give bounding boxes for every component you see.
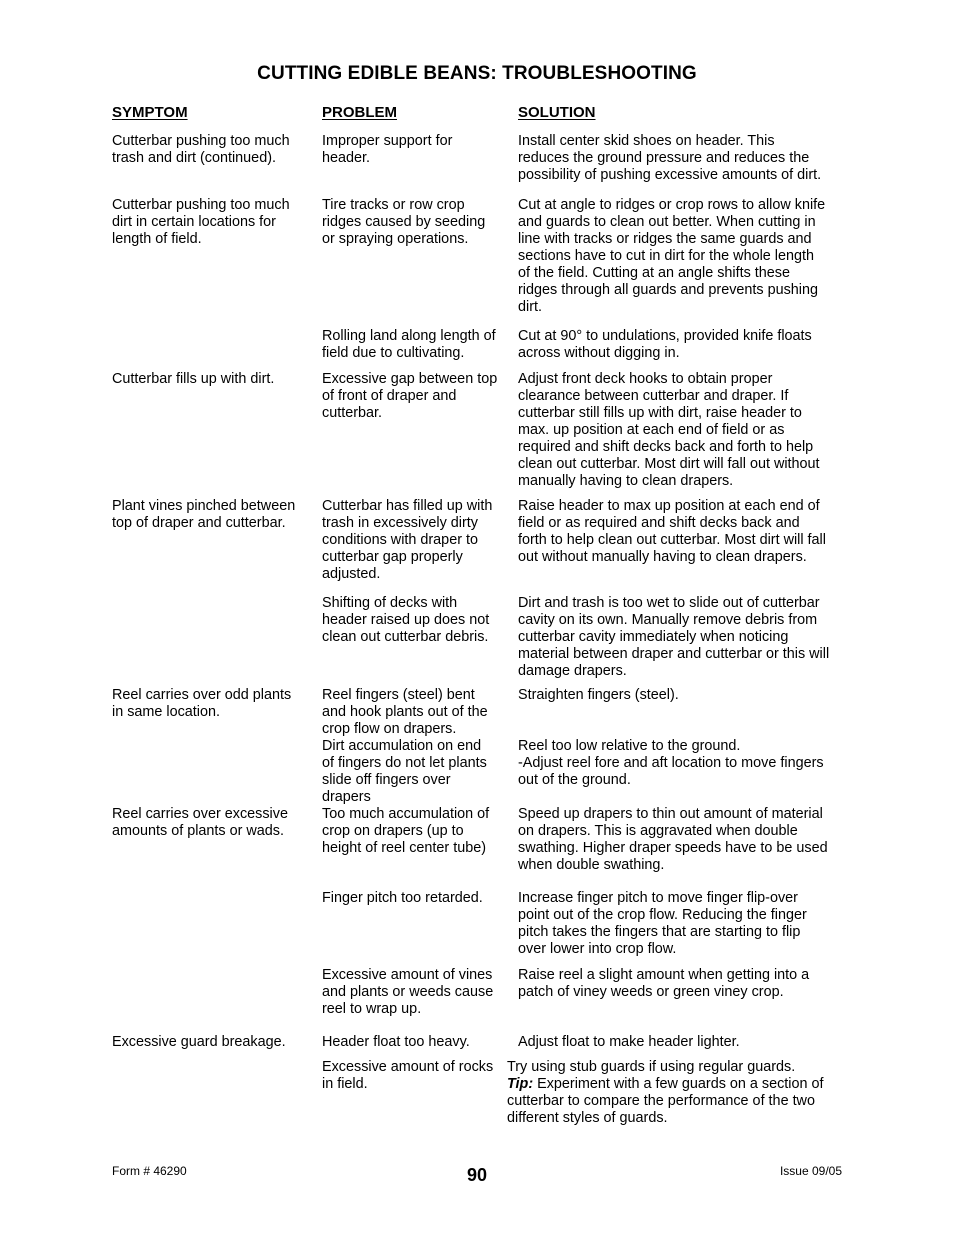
- problem-cell: Tire tracks or row crop ridges caused by seeding or spraying operations.: [322, 197, 486, 247]
- problem-cell: Finger pitch too retarded.: [322, 890, 483, 906]
- solution-cell: Cut at 90° to undulations, provided knife floats across without digging in.: [518, 328, 812, 361]
- problem-cell: Improper support for header.: [322, 133, 453, 166]
- solution-cell: Increase finger pitch to move finger flip-over point out of the crop flow. Reducing the finger pitch takes the fingers that are starting to flip over lower into crop flow.: [518, 890, 807, 957]
- solution-cell: Straighten fingers (steel).: [518, 687, 679, 703]
- problem-cell: Excessive amount of vines and plants or weeds cause reel to wrap up.: [322, 967, 494, 1017]
- solution-cell: Install center skid shoes on header. This reduces the ground pressure and reduces the possibility of pushing excessive amounts of dirt.: [518, 133, 822, 183]
- solution-cell: Cut at angle to ridges or crop rows to allow knife and guards to clean out better. When cutting in line with tracks or ridges the same guards and sections have to cut in dirt for the whole length of the field. Cutting at an angle shifts these ridges through all guards and prevents pushing dirt.: [518, 197, 826, 315]
- symptom-cell: Cutterbar fills up with dirt.: [112, 371, 275, 387]
- solution-cell: Raise reel a slight amount when getting into a patch of viney weeds or green viney crop.: [518, 967, 810, 1000]
- header-symptom: SYMPTOM: [112, 104, 188, 121]
- symptom-cell: Cutterbar pushing too much dirt in certain locations for length of field.: [112, 197, 290, 247]
- solution-cell: Raise header to max up position at each end of field or as required and shift decks back and forth to help clean out cutterbar. Most dirt will fall out without manually having to clean drapers.: [518, 498, 826, 565]
- problem-cell: Cutterbar has filled up with trash in excessively dirty conditions with draper to cutterbar gap properly adjusted.: [322, 498, 493, 582]
- tip-text: Experiment with a few guards on a section of cutterbar to compare the performance of the two different styles of guards.: [507, 1076, 824, 1126]
- header-problem: PROBLEM: [322, 104, 397, 121]
- problem-cell: Shifting of decks with header raised up does not clean out cutterbar debris.: [322, 595, 490, 645]
- solution-cell: Adjust front deck hooks to obtain proper clearance between cutterbar and draper. If cutterbar still fills up with dirt, raise header to max. up position at each end of field or as required and shift decks back and forth to help clean out cutterbar. Most dirt will fall out without manually having to clean drapers.: [518, 371, 820, 489]
- solution-cell: Reel too low relative to the ground. -Adjust reel fore and aft location to move fingers out of the ground.: [518, 738, 824, 788]
- symptom-cell: Reel carries over odd plants in same location.: [112, 687, 292, 720]
- issue-date: Issue 09/05: [779, 1164, 842, 1178]
- solution-cell: Dirt and trash is too wet to slide out of cutterbar cavity on its own. Manually remove debris from cutterbar cavity immediately when noticing material between draper and cutterbar or this will damage drapers.: [518, 595, 830, 679]
- page-title: CUTTING EDIBLE BEANS: TROUBLESHOOTING: [257, 63, 697, 84]
- solution-cell: Speed up drapers to thin out amount of material on drapers. This is aggravated when double swathing. Higher draper speeds have to be used when double swathing.: [518, 806, 828, 873]
- symptom-cell: Excessive guard breakage.: [112, 1034, 286, 1050]
- problem-cell: Reel fingers (steel) bent and hook plants out of the crop flow on drapers.: [322, 687, 488, 737]
- problem-cell: Header float too heavy.: [322, 1034, 470, 1050]
- problem-cell: Excessive gap between top of front of draper and cutterbar.: [322, 371, 498, 421]
- solution-text: Try using stub guards if using regular guards.: [507, 1059, 796, 1075]
- problem-cell: Rolling land along length of field due to cultivating.: [322, 328, 496, 361]
- form-number: Form # 46290: [112, 1164, 187, 1178]
- symptom-cell: Plant vines pinched between top of draper and cutterbar.: [112, 498, 296, 531]
- tip-label: Tip:: [507, 1076, 534, 1092]
- symptom-cell: Reel carries over excessive amounts of plants or wads.: [112, 806, 288, 839]
- problem-cell: Excessive amount of rocks in field.: [322, 1059, 494, 1092]
- solution-cell: Adjust float to make header lighter.: [518, 1034, 740, 1050]
- page-number: 90: [466, 1165, 488, 1185]
- problem-cell: Too much accumulation of crop on drapers (up to height of reel center tube): [322, 806, 490, 856]
- problem-cell: Dirt accumulation on end of fingers do not let plants slide off fingers over drapers: [322, 738, 487, 805]
- header-solution: SOLUTION: [518, 104, 596, 121]
- solution-cell: [507, 1059, 847, 1127]
- symptom-cell: Cutterbar pushing too much trash and dirt (continued).: [112, 133, 290, 166]
